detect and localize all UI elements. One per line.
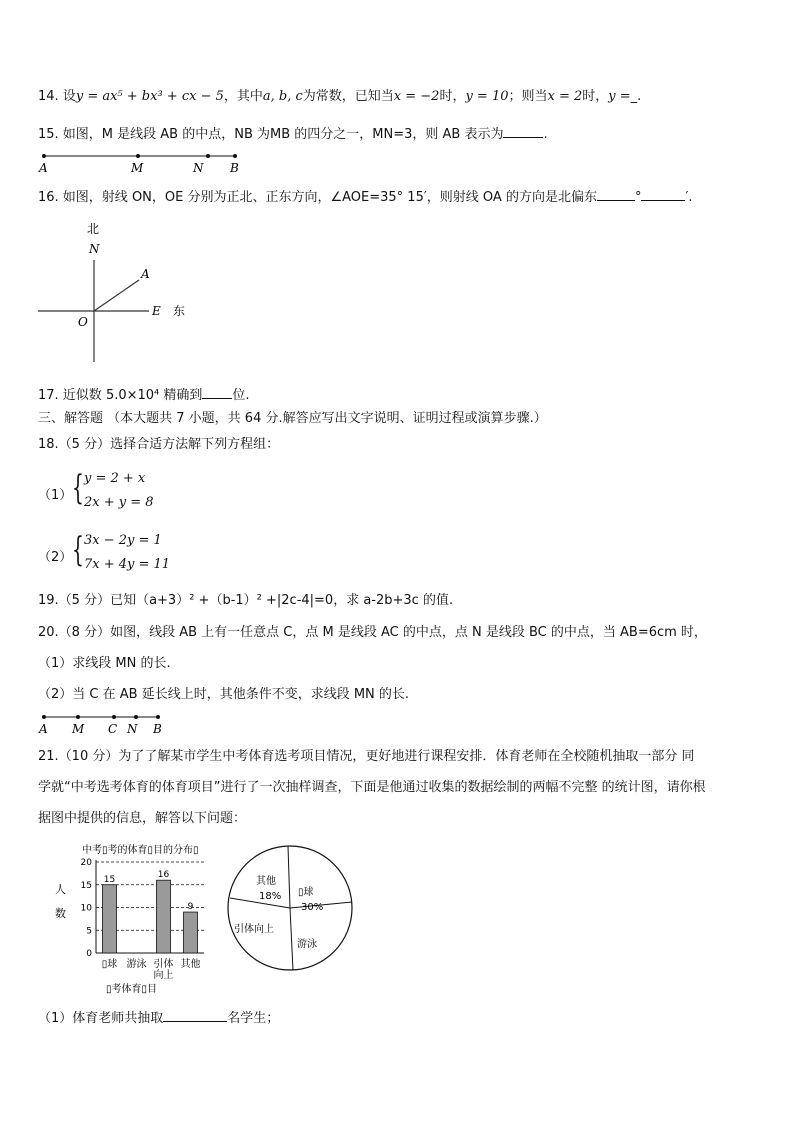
bar [103,885,117,953]
x-tick-label: 游泳 [126,959,147,970]
y-tick-label: 0 [86,949,92,959]
section-heading: 三、解答题 （本大题共 7 小题，共 64 分.解答应写出文字说明、证明过程或演算步骤.） [38,411,547,426]
point-a-label: A [39,161,48,174]
question-20-part-1: （1）求线段 MN 的长. [38,656,171,671]
q20-segment-diagram [36,711,176,735]
bar-value-label: 15 [103,874,116,885]
point-b-label: B [230,161,239,174]
answer-blank [163,1009,227,1022]
left-brace-icon: { [72,530,84,570]
point-m-label: M [72,722,85,735]
x-tick-label: 引体 [153,959,174,970]
question-21-line-1: 21.（10 分）为了了解某市学生中考体育选考项目情况，更好地进行课程安排．体育老师在全校随机抽取一部分 同 [38,749,695,764]
q16-direction-diagram [36,220,206,370]
x-tick-label: 其他 [180,959,201,970]
answer-blank [202,386,232,399]
point-m-label: M [131,161,144,174]
answer-blank-minutes [641,188,685,201]
question-20-part-2: （2）当 C 在 AB 延长线上时，其他条件不变，求线段 MN 的长. [38,687,410,702]
bar [184,912,198,953]
pie-chart [225,843,355,973]
point-b-label: B [153,722,162,735]
y-axis-label: 数 [55,907,66,920]
question-15: 15. 如图，M 是线段 AB 的中点，NB 为MB 的四分之一，MN=3，则 AB 表示为 . [38,127,548,142]
y-tick-label: 5 [86,926,92,937]
east-label: E [152,304,161,318]
question-17: 17. 近似数 5.0×10⁴ 精确到 位. [38,388,250,403]
chart-title: 中考▯考的体育▯目的分布▯ [82,845,199,856]
y-axis-label: 人 [55,883,66,896]
pie-slice-label: 其他 [256,876,276,887]
question-21-line-2: 学就“中考选考体育的体育项目”进行了一次抽样调查，下面是他通过收集的数据绘制的两幅不完整 的统计图，请你根 [38,780,706,795]
east-cn-label: 东 [173,304,186,318]
bar-value-label: 9 [187,902,194,913]
pie-slice-value: 18% [259,891,282,902]
point-a-label: A [141,267,150,281]
point-c-label: C [108,722,118,735]
question-18: 18.（5 分）选择合适方法解下列方程组： [38,437,280,452]
origin-label: O [78,315,88,329]
pie-slice-label: ▯球 [298,887,314,898]
pie-slice-label: 游泳 [297,939,317,950]
question-21-part-1: （1）体育老师共抽取 名学生； [38,1011,280,1026]
equation-system-2: （2） { 3x − 2y = 1 7x + 4y = 11 [38,530,171,572]
y-tick-label: 20 [80,858,92,868]
bar-value-label: 16 [157,870,170,881]
y-tick-label: 10 [80,903,92,914]
question-21-line-3: 据图中提供的信息，解答以下问题： [38,811,247,826]
x-tick-label: ▯球 [101,959,118,970]
point-n-label: N [127,722,138,735]
bar [157,880,171,953]
x-tick-label: 向上 [153,970,174,981]
q15-segment-diagram [36,150,256,174]
point-n-label: N [193,161,204,174]
question-14: 14. 设y = ax⁵ + bx³ + cx − 5，其中a, b, c为常数，已知当x = −2时，y = 10；则当x = 2时，y =_. [38,89,642,104]
equation: 7x + 4y = 11 [84,557,171,572]
equation-system-1: （1） { y = 2 + x 2x + y = 8 [38,468,154,510]
north-label: N [89,242,100,256]
pie-slice-value: 30% [301,902,324,913]
equation: 3x − 2y = 1 [84,533,162,548]
question-19: 19.（5 分）已知（a+3）² +（b-1）² +|2c-4|=0，求 a-2b+3c 的值. [38,593,454,608]
x-axis-label: ▯考体育▯目 [106,984,158,995]
north-cn-label: 北 [87,222,100,236]
pie-slice-label: 引体向上 [234,924,274,935]
bar-chart [46,838,226,998]
answer-blank [503,125,543,138]
y-tick-label: 15 [80,880,92,891]
answer-blank-degrees [597,188,635,201]
question-20: 20.（8 分）如图，线段 AB 上有一任意点 C，点 M 是线段 AC 的中点，点 N 是线段 BC 的中点，当 AB=6cm 时， [38,625,707,640]
equation: 2x + y = 8 [84,495,154,510]
question-16: 16. 如图，射线 ON，OE 分别为正北、正东方向，∠AOE=35° 15′，则射线 OA 的方向是北偏东 ° ′. [38,190,693,205]
equation: y = 2 + x [84,471,146,486]
point-a-label: A [39,722,48,735]
left-brace-icon: { [72,468,84,508]
